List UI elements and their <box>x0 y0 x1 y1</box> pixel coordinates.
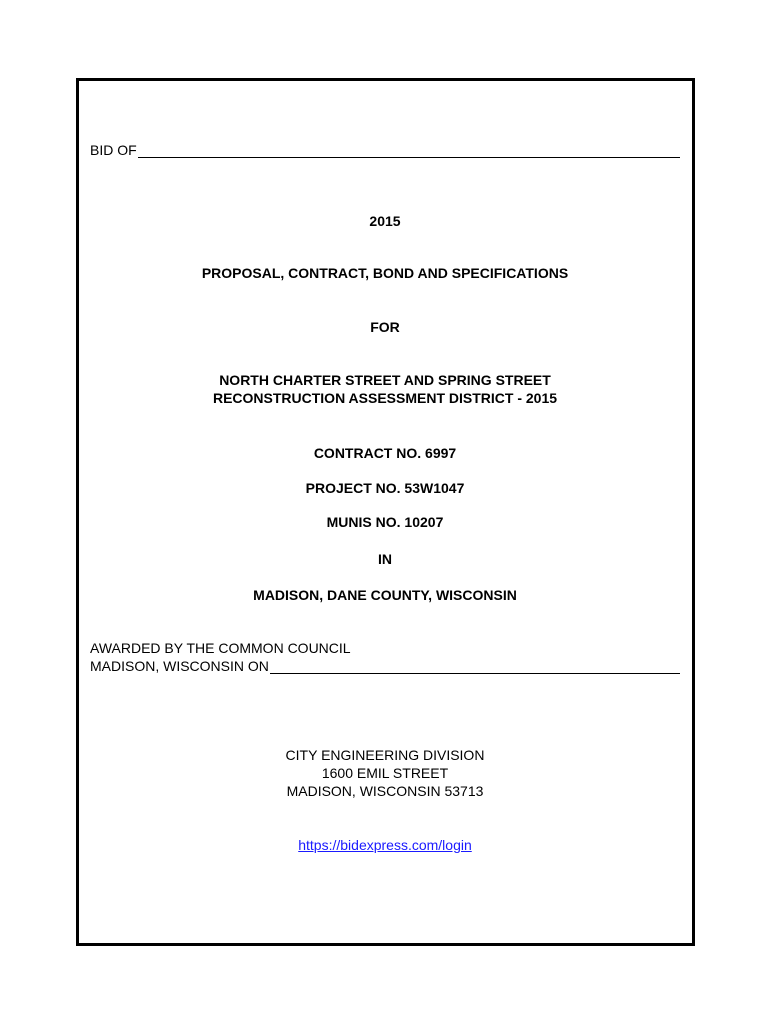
bid-of-label: BID OF <box>90 142 137 158</box>
document-type: PROPOSAL, CONTRACT, BOND AND SPECIFICATIONS <box>201 265 569 281</box>
address-line3: MADISON, WISCONSIN 53713 <box>286 783 484 799</box>
year: 2015 <box>369 213 401 229</box>
bid-of-blank-line <box>138 143 680 158</box>
location: MADISON, DANE COUNTY, WISCONSIN <box>253 587 517 603</box>
project-number: PROJECT NO. 53W1047 <box>305 480 465 496</box>
awarded-date-blank-line <box>270 659 680 674</box>
for-label: FOR <box>370 319 400 335</box>
address-line2: 1600 EMIL STREET <box>321 765 449 781</box>
awarded-date-row <box>90 658 680 674</box>
bidexpress-link[interactable]: https://bidexpress.com/login <box>298 837 472 853</box>
awarded-line1: AWARDED BY THE COMMON COUNCIL <box>90 640 351 656</box>
awarded-line2: MADISON, WISCONSIN ON <box>90 658 269 674</box>
in-label: IN <box>378 551 392 567</box>
munis-number: MUNIS NO. 10207 <box>326 514 444 530</box>
project-title-line2: RECONSTRUCTION ASSESSMENT DISTRICT - 2015 <box>212 390 558 406</box>
bid-of-row <box>90 142 680 158</box>
bidexpress-link-row <box>0 837 770 853</box>
page-border <box>76 78 695 946</box>
project-title-line1: NORTH CHARTER STREET AND SPRING STREET <box>219 372 551 388</box>
contract-number: CONTRACT NO. 6997 <box>313 445 457 461</box>
address-line1: CITY ENGINEERING DIVISION <box>285 747 485 763</box>
